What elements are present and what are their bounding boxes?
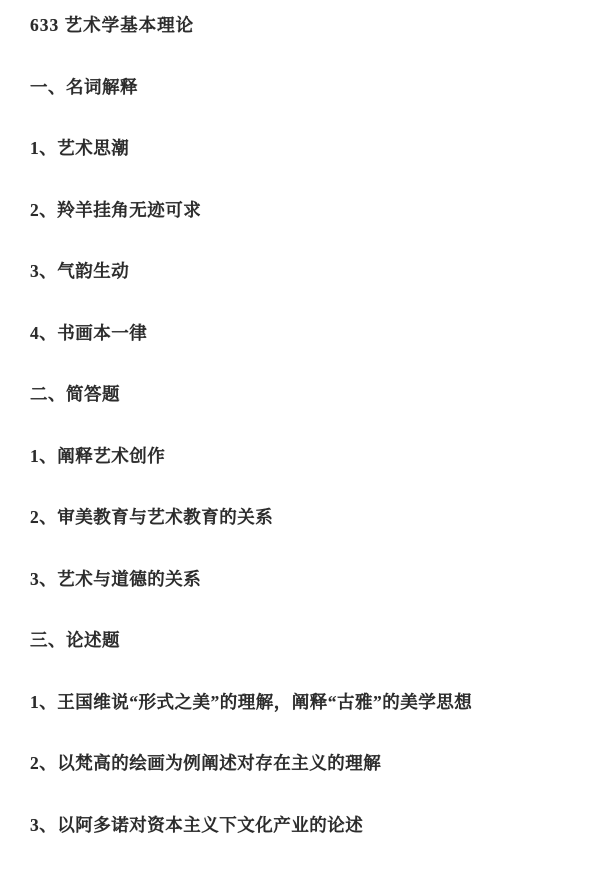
section-2-item-1: 1、阐释艺术创作	[30, 445, 166, 466]
section-1-item-3: 3、气韵生动	[30, 261, 130, 281]
section-2-item-2: 2、审美教育与艺术教育的关系	[30, 507, 274, 527]
section-3-item-2: 2、以梵高的绘画为例阐述对存在主义的理解	[30, 753, 382, 773]
section-1-item-2: 2、羚羊挂角无迹可求	[30, 199, 202, 220]
section-2-heading: 二、简答题	[30, 384, 120, 404]
section-1-item-1: 1、艺术思潮	[30, 138, 130, 158]
section-3-item-1: 1、王国维说“形式之美”的理解，阐释“古雅”的美学思想	[30, 691, 473, 712]
section-1-item-4: 4、书画本一律	[30, 322, 148, 343]
document-title: 633 艺术学基本理论	[30, 15, 195, 35]
section-1-heading: 一、名词解释	[30, 76, 138, 97]
section-3-item-3: 3、以阿多诺对资本主义下文化产业的论述	[30, 814, 364, 835]
section-2-item-3: 3、艺术与道德的关系	[30, 568, 202, 589]
section-3-heading: 三、论述题	[30, 630, 120, 650]
